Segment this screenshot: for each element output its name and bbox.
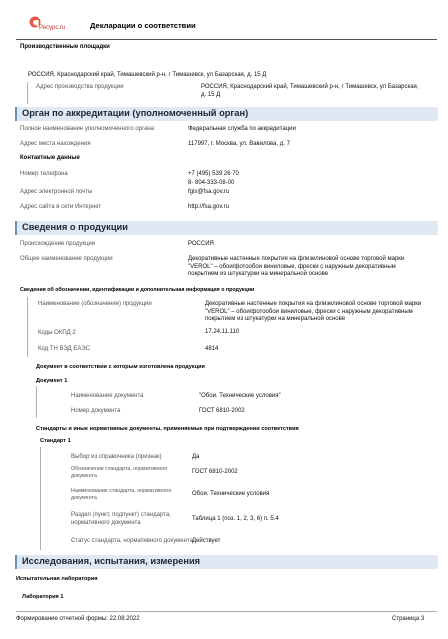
std-name-label: Наименование стандарта, нормативного документа — [71, 488, 172, 501]
footer-formed-date: Формирование отчетной формы: 22.08.2022 — [16, 616, 140, 622]
footer-divider — [16, 611, 437, 612]
lab1-heading: Лаборатория 1 — [22, 594, 64, 600]
accr-full-name-label: Полное наименование уполномоченного органа — [20, 126, 155, 132]
std-designation-label: Обозначение стандарта, нормативного документа — [71, 466, 168, 479]
production-addr-value: РОССИЯ, Краснодарский край, Тимашевский р-н, г Тимашевск, ул Базарская, д. 15 Д — [201, 84, 419, 98]
brand-name: Ресурс.ru — [39, 25, 66, 31]
choice-label: Выбор из справочника (признак) — [71, 454, 162, 460]
section-title: Сведения о продукции — [22, 222, 128, 232]
section-accreditation — [15, 107, 438, 121]
tnved-label: Код ТН ВЭД ЕАЭС — [38, 346, 90, 352]
tnved-value: 4814 — [205, 346, 219, 352]
phone-value-2: 8- 804-333-08-00 — [188, 180, 235, 186]
doc-name-label: Наименование документа — [71, 393, 144, 399]
section-label: Раздел (пункт, подпункт) стандарта, нормативного документа — [71, 512, 171, 526]
designation-label: Наименование (обозначение) продукции — [38, 301, 152, 307]
designation-heading: Сведения об обозначении, идентификации и дополнительная информация о продукции — [20, 287, 255, 293]
indent-bar — [27, 297, 28, 357]
doc-number-value: ГОСТ 6810-2002 — [199, 408, 245, 414]
email-label: Адрес электронной почты — [20, 189, 93, 195]
indent-bar — [27, 82, 28, 104]
status-label: Статус стандарта, нормативного документа — [71, 538, 193, 544]
doc1-heading: Документ 1 — [36, 378, 68, 384]
standards-heading: Стандарты и иные нормативные документы, применяемые при подтверждении соответствия — [36, 426, 299, 432]
site-label: Адрес сайта в сети Интернет — [20, 204, 102, 210]
accr-address-value: 117997, г. Москва, ул. Вавилова, д. 7 — [188, 141, 290, 147]
std-name-value: Обои. Технические условия — [192, 491, 270, 497]
contacts-heading: Контактные данные — [20, 155, 80, 161]
section-product — [15, 221, 438, 235]
header-divider — [16, 39, 437, 40]
origin-label: Происхождение продукции — [20, 241, 96, 247]
production-addr-label: Адрес производства продукции — [36, 84, 124, 90]
section-title: Орган по аккредитации (уполномоченный орган) — [22, 108, 249, 118]
lab-heading: Испытательная лаборатория — [16, 576, 98, 582]
origin-value: РОССИЯ — [188, 241, 214, 247]
email-value: fgis@fsa.gov.ru — [188, 189, 230, 195]
production-address: РОССИЯ, Краснодарский край, Тимашевский р-н, г Тимашевск, ул Базарская, д. 15 Д — [28, 72, 267, 78]
status-value: Действует — [192, 538, 221, 544]
designation-value: Декоративные настенные покрытия на флизелиновой основе торговой марки "VEROL" – обои/фотообои виниловые, фрески с наружным декоративным покрытием из штукатурки на минеральной основе — [205, 301, 422, 323]
doc-number-label: Номер документа — [71, 408, 121, 414]
doc-name-value: "Обои. Технические условия" — [199, 393, 281, 399]
choice-value: Да — [192, 454, 200, 460]
phone-value-1: +7 (495) 539 26 70 — [188, 171, 239, 177]
section-research — [15, 555, 438, 569]
okpd-value: 17.24.11.110 — [205, 329, 240, 335]
doc-heading: Документ в соответствии с которым изготовлена продукция — [36, 364, 205, 370]
accr-full-name-value: Федеральная служба по аккредитации — [188, 126, 296, 132]
accr-address-label: Адрес места нахождения — [20, 141, 91, 147]
std1-heading: Стандарт 1 — [40, 438, 71, 444]
phone-label: Номер телефона — [20, 171, 68, 177]
indent-bar — [40, 447, 41, 550]
okpd-label: Коды ОКПД 2 — [38, 330, 76, 336]
page-title: Декларации о соответствии — [90, 21, 196, 30]
site-value: http://fsa.gov.ru — [188, 204, 229, 210]
general-name-value: Декоративные настенные покрытия на флизелиновой основе торговой марки "VEROL" – обои/фотообои виниловые, фрески с наружным декоративным покрытием из штукатурки на минеральной основе — [188, 256, 405, 278]
general-name-label: Общее наименование продукции — [20, 256, 113, 262]
production-heading: Производственные площадки — [20, 44, 110, 50]
section-value: Таблица 1 (поз. 1, 2, 3, 6) п. 5.4 — [192, 516, 279, 522]
section-title: Исследования, испытания, измерения — [22, 556, 201, 566]
footer-page-number: Страница 3 — [392, 616, 425, 622]
page-header — [0, 0, 448, 44]
indent-bar — [36, 386, 37, 418]
std-designation-value: ГОСТ 6810-2002 — [192, 469, 238, 475]
